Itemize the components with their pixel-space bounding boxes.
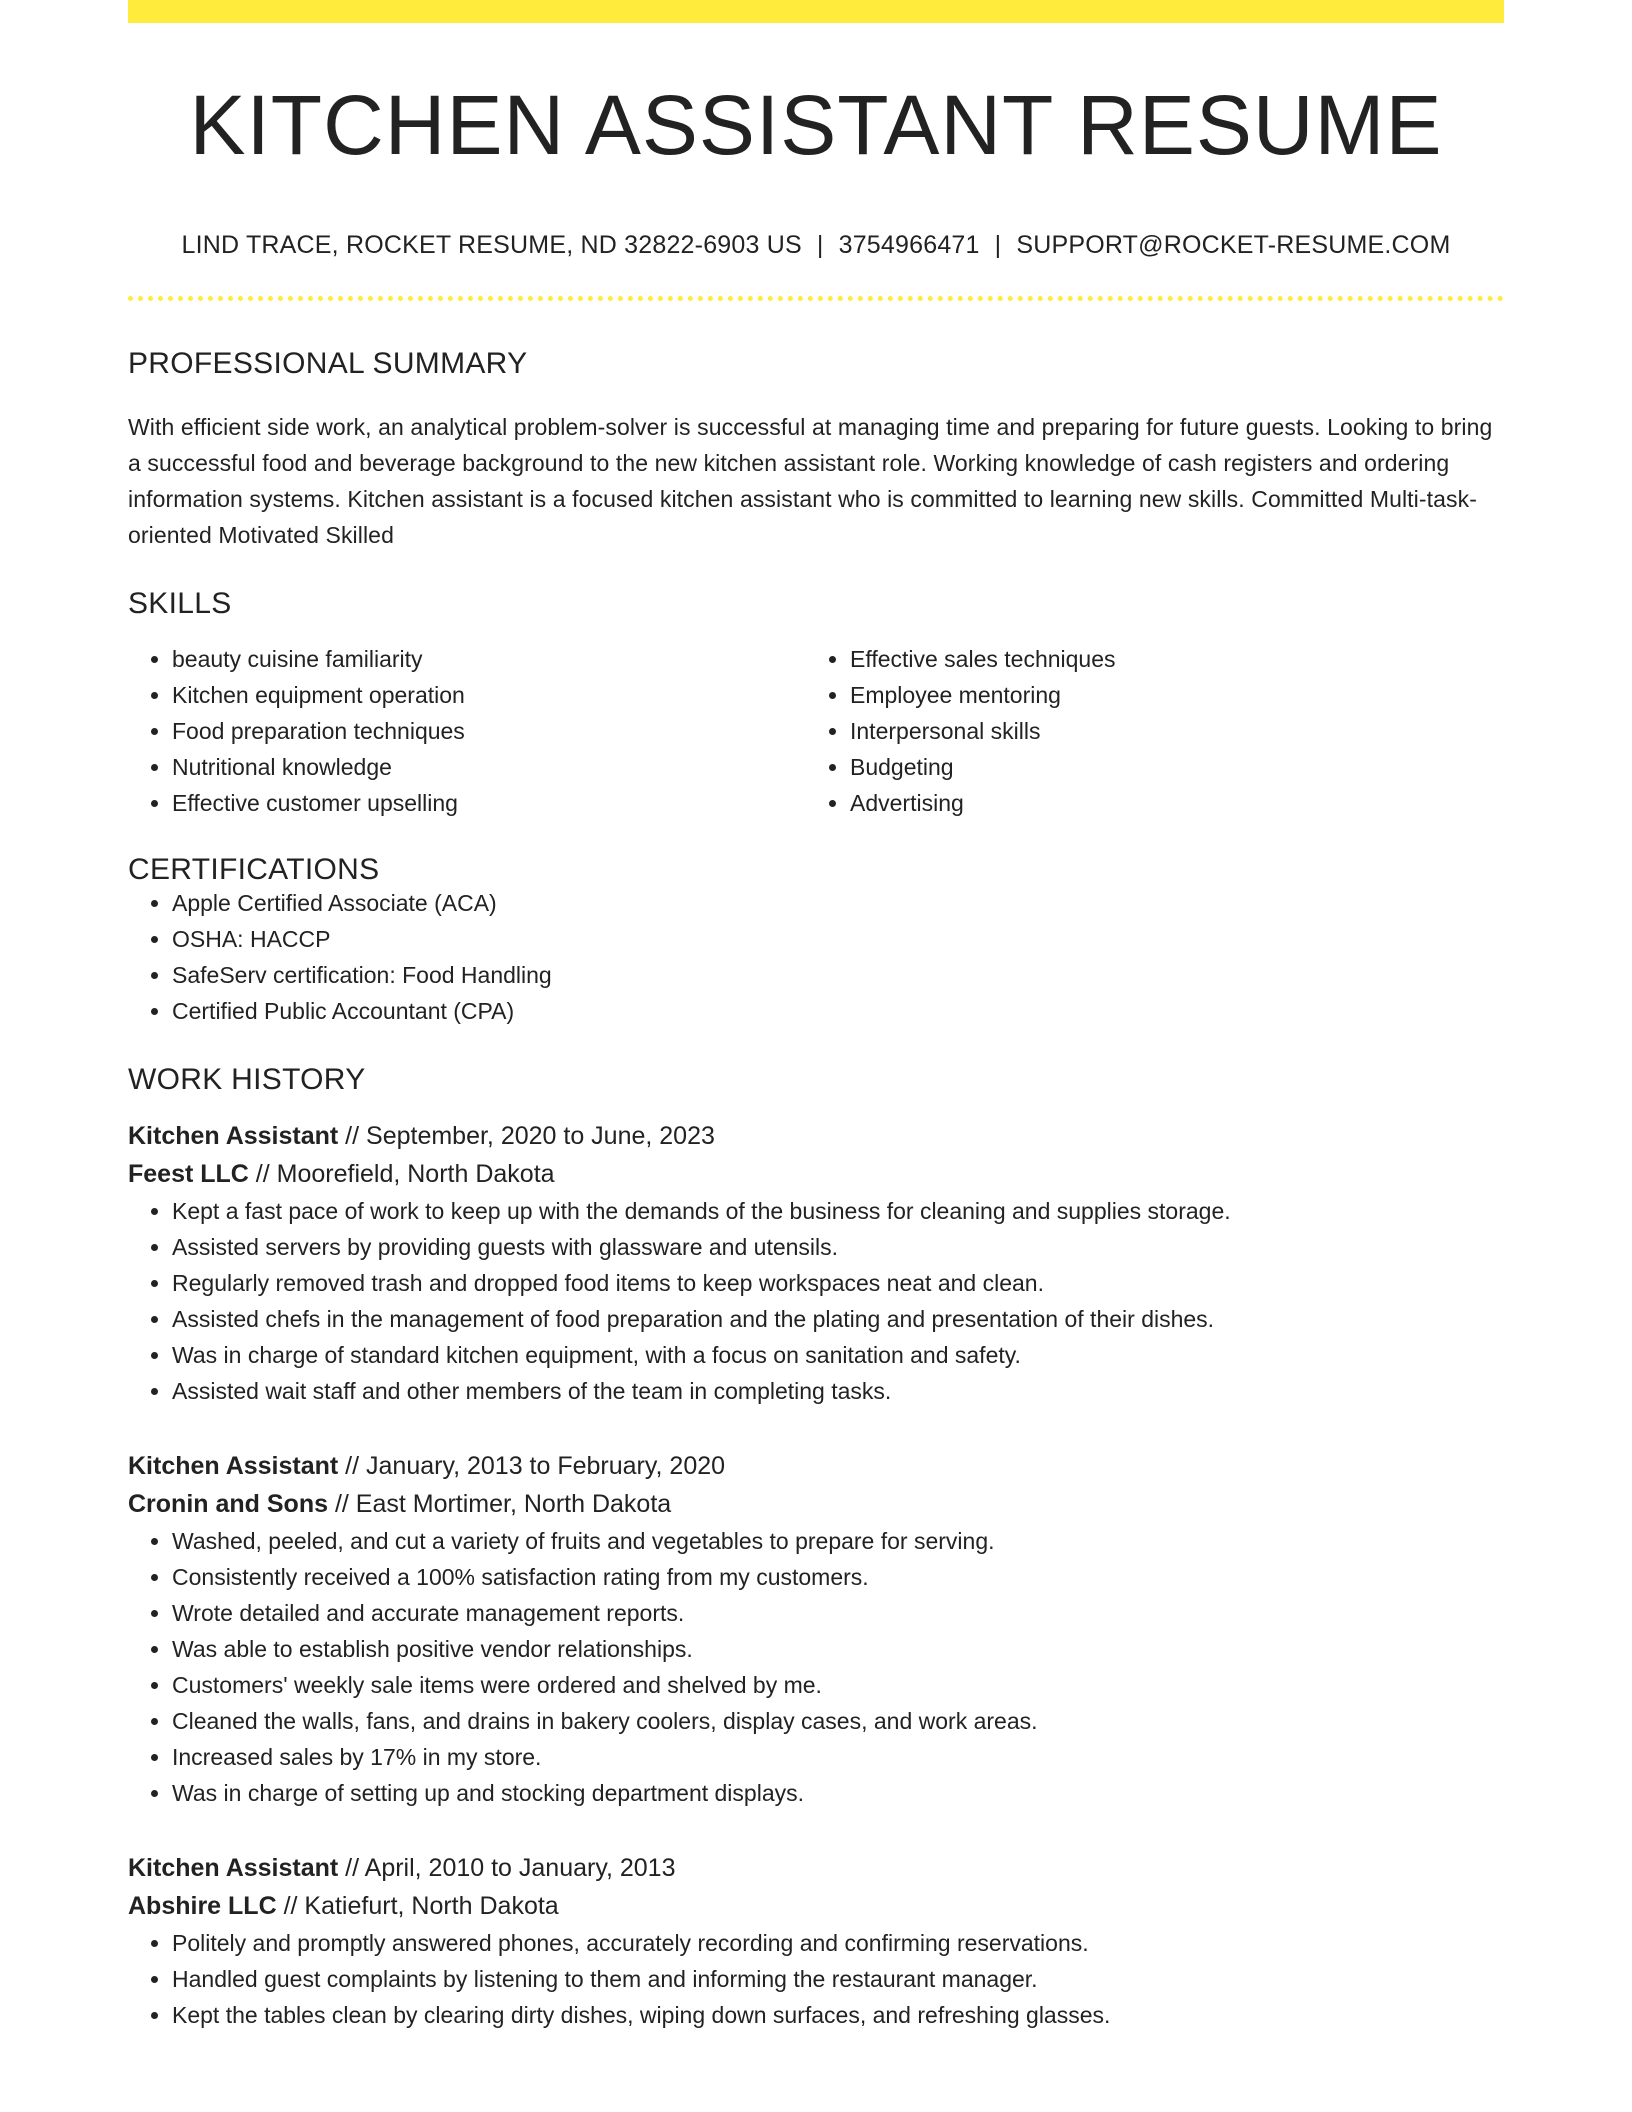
job-dates: // January, 2013 to February, 2020 bbox=[338, 1452, 726, 1480]
skills-left-column bbox=[128, 641, 806, 821]
job-duty-item: • Assisted chefs in the management of food preparation and the plating and presentation of their dishes. bbox=[172, 1301, 1504, 1337]
certifications-list bbox=[128, 885, 1504, 1029]
job-entry bbox=[128, 1447, 1504, 1811]
skill-item: • Effective sales techniques bbox=[850, 641, 1484, 677]
job-duty-item: • Was in charge of setting up and stocking department displays. bbox=[172, 1775, 1504, 1811]
skill-item: • Kitchen equipment operation bbox=[172, 677, 806, 713]
skills-heading: SKILLS bbox=[128, 587, 232, 620]
dotted-divider bbox=[128, 296, 1504, 301]
job-company: Abshire LLC bbox=[128, 1892, 277, 1920]
job-dates: // September, 2020 to June, 2023 bbox=[338, 1122, 715, 1150]
skill-item: • Nutritional knowledge bbox=[172, 749, 806, 785]
job-duties-list bbox=[128, 1925, 1504, 2033]
skill-item: • Advertising bbox=[850, 785, 1484, 821]
job-entry bbox=[128, 1117, 1504, 1409]
job-location: // Moorefield, North Dakota bbox=[248, 1160, 555, 1188]
skills-columns bbox=[128, 641, 1504, 821]
job-duty-item: • Assisted servers by providing guests with glassware and utensils. bbox=[172, 1229, 1504, 1265]
contact-phone: 3754966471 bbox=[838, 231, 980, 259]
job-company-line bbox=[128, 1887, 1504, 1925]
job-company: Feest LLC bbox=[128, 1160, 249, 1188]
work-history-heading: WORK HISTORY bbox=[128, 1063, 366, 1096]
job-company-line bbox=[128, 1155, 1504, 1193]
summary-text: With efficient side work, an analytical problem-solver is successful at managing time and preparing for future guests. Looking to bring a successful food and beverage background to the new kitchen assistant role. Working knowledge of cash registers and ordering information systems. Kitchen assistant is a focused kitchen assistant who is committed to learning new skills. Committed Multi-task-oriented Motivated Skilled bbox=[128, 414, 1493, 548]
contact-address: LIND TRACE, ROCKET RESUME, ND 32822-6903 US bbox=[181, 231, 802, 259]
skill-item: • beauty cuisine familiarity bbox=[172, 641, 806, 677]
job-duty-item: • Handled guest complaints by listening to them and informing the restaurant manager. bbox=[172, 1961, 1504, 1997]
job-entry bbox=[128, 1849, 1504, 2033]
skills-right-list bbox=[806, 641, 1484, 821]
skill-item: • Effective customer upselling bbox=[172, 785, 806, 821]
resume-title: KITCHEN ASSISTANT RESUME bbox=[189, 78, 1443, 172]
job-duty-item: • Washed, peeled, and cut a variety of fruits and vegetables to prepare for serving. bbox=[172, 1523, 1504, 1559]
job-duty-item: • Kept the tables clean by clearing dirty dishes, wiping down surfaces, and refreshing glasses. bbox=[172, 1997, 1504, 2033]
job-duty-item: • Customers' weekly sale items were ordered and shelved by me. bbox=[172, 1667, 1504, 1703]
job-title-line bbox=[128, 1447, 1504, 1485]
certification-item: • Certified Public Accountant (CPA) bbox=[172, 993, 1504, 1029]
job-company: Cronin and Sons bbox=[128, 1490, 328, 1518]
skills-right-column bbox=[806, 641, 1484, 821]
job-duty-item: • Kept a fast pace of work to keep up with the demands of the business for cleaning and supplies storage. bbox=[172, 1193, 1504, 1229]
job-duties-list bbox=[128, 1523, 1504, 1811]
job-location: // Katiefurt, North Dakota bbox=[276, 1892, 559, 1920]
job-title-line bbox=[128, 1117, 1504, 1155]
job-title: Kitchen Assistant bbox=[128, 1854, 339, 1882]
work-history-list bbox=[128, 1117, 1504, 2033]
job-duty-item: • Consistently received a 100% satisfaction rating from my customers. bbox=[172, 1559, 1504, 1595]
job-duty-item: • Was in charge of standard kitchen equipment, with a focus on sanitation and safety. bbox=[172, 1337, 1504, 1373]
skill-item: • Budgeting bbox=[850, 749, 1484, 785]
contact-separator: | bbox=[816, 231, 824, 259]
job-dates: // April, 2010 to January, 2013 bbox=[338, 1854, 676, 1882]
certification-item: • Apple Certified Associate (ACA) bbox=[172, 885, 1504, 921]
certification-item: • SafeServ certification: Food Handling bbox=[172, 957, 1504, 993]
job-location: // East Mortimer, North Dakota bbox=[328, 1490, 672, 1518]
certifications-heading: CERTIFICATIONS bbox=[128, 853, 380, 886]
job-duties-list bbox=[128, 1193, 1504, 1409]
contact-line bbox=[128, 233, 1504, 258]
job-title: Kitchen Assistant bbox=[128, 1452, 339, 1480]
skill-item: • Employee mentoring bbox=[850, 677, 1484, 713]
job-duty-item: • Was able to establish positive vendor relationships. bbox=[172, 1631, 1504, 1667]
contact-separator: | bbox=[994, 231, 1002, 259]
skill-item: • Interpersonal skills bbox=[850, 713, 1484, 749]
accent-bar bbox=[128, 0, 1504, 23]
resume-page bbox=[128, 0, 1504, 2033]
job-duty-item: • Assisted wait staff and other members of the team in completing tasks. bbox=[172, 1373, 1504, 1409]
job-title: Kitchen Assistant bbox=[128, 1122, 339, 1150]
job-duty-item: • Politely and promptly answered phones, accurately recording and confirming reservations. bbox=[172, 1925, 1504, 1961]
skill-item: • Food preparation techniques bbox=[172, 713, 806, 749]
certification-item: • OSHA: HACCP bbox=[172, 921, 1504, 957]
contact-email: SUPPORT@ROCKET-RESUME.COM bbox=[1016, 231, 1451, 259]
summary-heading: PROFESSIONAL SUMMARY bbox=[128, 347, 528, 380]
job-company-line bbox=[128, 1485, 1504, 1523]
job-duty-item: • Wrote detailed and accurate management reports. bbox=[172, 1595, 1504, 1631]
job-title-line bbox=[128, 1849, 1504, 1887]
job-duty-item: • Regularly removed trash and dropped food items to keep workspaces neat and clean. bbox=[172, 1265, 1504, 1301]
skills-left-list bbox=[128, 641, 806, 821]
job-duty-item: • Cleaned the walls, fans, and drains in bakery coolers, display cases, and work areas. bbox=[172, 1703, 1504, 1739]
job-duty-item: • Increased sales by 17% in my store. bbox=[172, 1739, 1504, 1775]
